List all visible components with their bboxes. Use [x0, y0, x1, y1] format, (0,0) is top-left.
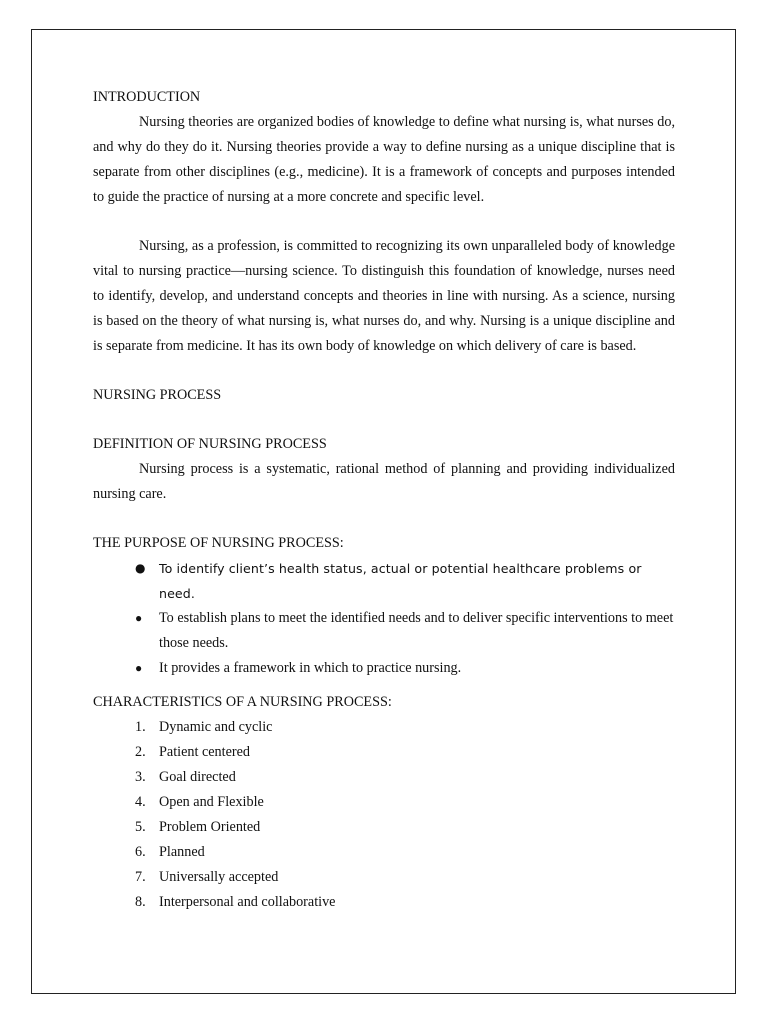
characteristics-list-item	[93, 765, 675, 790]
purpose-list-item	[93, 656, 675, 681]
characteristic-text: Universally accepted	[159, 869, 279, 885]
characteristic-text: Dynamic and cyclic	[159, 719, 273, 735]
definition-paragraph: Nursing process is a systematic, rational method of planning and providing individualized nursing care.	[93, 461, 675, 502]
purpose-item-text: To identify client’s health status, actual or potential healthcare problems or need.	[159, 561, 642, 601]
introduction-heading: INTRODUCTION	[93, 89, 201, 105]
characteristics-list-item	[93, 865, 675, 890]
characteristic-text: Interpersonal and collaborative	[159, 894, 336, 910]
definition-heading: DEFINITION OF NURSING PROCESS	[93, 436, 327, 452]
list-number: 3.	[135, 769, 146, 785]
spacer	[93, 507, 675, 531]
spacer	[93, 408, 675, 432]
characteristic-text: Goal directed	[159, 769, 236, 785]
characteristic-text: Patient centered	[159, 744, 250, 760]
document-body	[93, 85, 675, 915]
introduction-paragraph-1: Nursing theories are organized bodies of knowledge to define what nursing is, what nurses do, and why do they do it. Nursing theories provide a way to define nursing as a unique discipline that is separate from other disciplines (e.g., medicine). It is a framework of concepts and purposes intended to guide the practice of nursing at a more concrete and specific level.	[93, 114, 675, 205]
purpose-list	[93, 556, 675, 681]
nursing-process-heading: NURSING PROCESS	[93, 387, 222, 403]
bullet-icon: ●	[135, 661, 143, 675]
purpose-heading: THE PURPOSE OF NURSING PROCESS:	[93, 535, 344, 551]
characteristic-text: Open and Flexible	[159, 794, 264, 810]
characteristics-list-item	[93, 890, 675, 915]
bullet-icon: ●	[135, 561, 146, 575]
list-number: 5.	[135, 819, 146, 835]
characteristics-list-item	[93, 815, 675, 840]
spacer	[93, 681, 675, 690]
introduction-paragraph-2: Nursing, as a profession, is committed to recognizing its own unparalleled body of knowledge vital to nursing practice—nursing science. To distinguish this foundation of knowledge, nurses need to identify, develop, and understand concepts and theories in line with nursing. As a science, nursing is based on the theory of what nursing is, what nurses do, and why. Nursing is a unique discipline and is separate from medicine. It has its own body of knowledge on which delivery of care is based.	[93, 238, 675, 354]
list-number: 7.	[135, 869, 146, 885]
characteristics-list	[93, 715, 675, 915]
spacer	[93, 359, 675, 383]
purpose-item-text: It provides a framework in which to practice nursing.	[159, 660, 462, 676]
purpose-list-item	[93, 606, 675, 656]
characteristic-text: Problem Oriented	[159, 819, 261, 835]
characteristics-list-item	[93, 715, 675, 740]
list-number: 4.	[135, 794, 146, 810]
list-number: 1.	[135, 719, 146, 735]
characteristics-heading: CHARACTERISTICS OF A NURSING PROCESS:	[93, 694, 392, 710]
characteristics-list-item	[93, 740, 675, 765]
characteristic-text: Planned	[159, 844, 205, 860]
characteristics-list-item	[93, 790, 675, 815]
purpose-item-text: To establish plans to meet the identified needs and to deliver specific interventions to meet those needs.	[159, 610, 674, 651]
list-number: 8.	[135, 894, 146, 910]
characteristics-list-item	[93, 840, 675, 865]
bullet-icon: ●	[135, 611, 143, 625]
list-number: 2.	[135, 744, 146, 760]
spacer	[93, 210, 675, 234]
purpose-list-item	[93, 556, 675, 606]
list-number: 6.	[135, 844, 146, 860]
